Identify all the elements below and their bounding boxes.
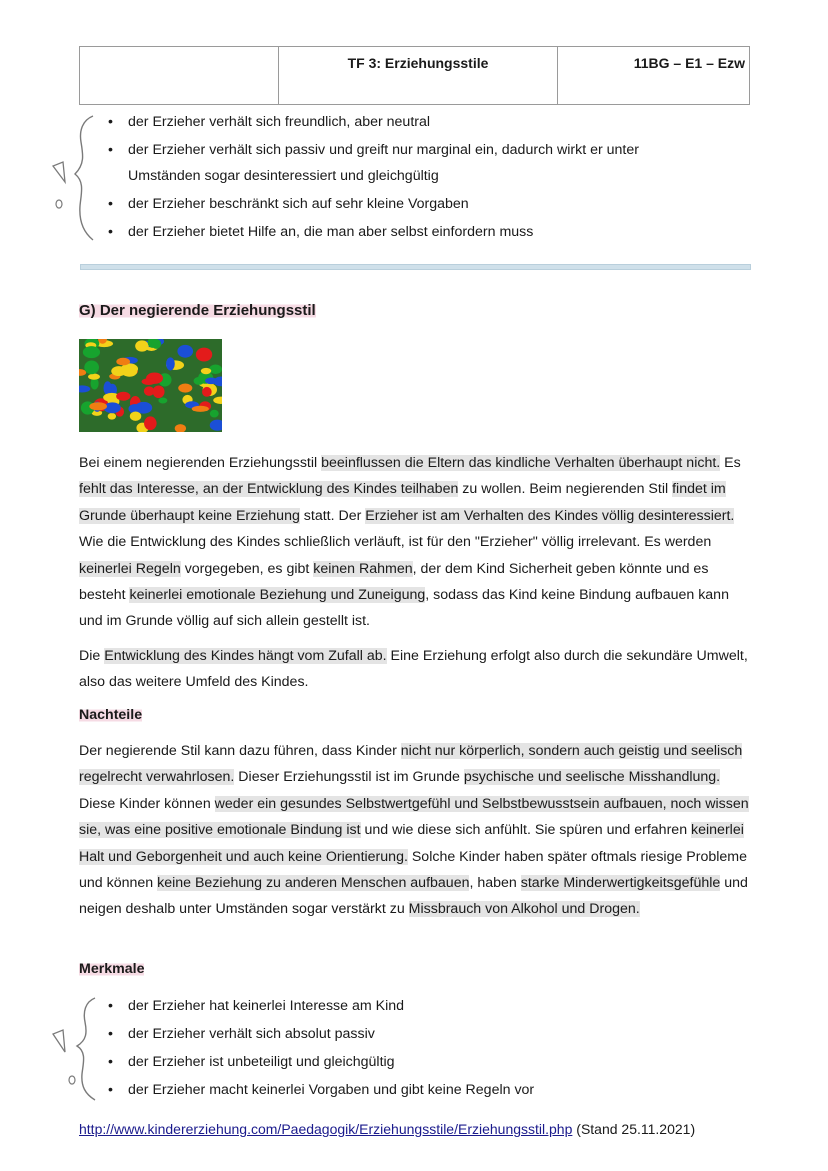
list-item: • der Erzieher beschränkt sich auf sehr kleine Vorgaben [108, 191, 639, 217]
text: statt. Der [299, 507, 366, 524]
game-piece [177, 345, 193, 358]
game-piece [88, 374, 100, 380]
highlighted-text: keinen Rahmen [313, 560, 413, 577]
text: und neigen deshalb unter Umständen sogar verstärkt zu [79, 875, 748, 918]
highlighted-text: keinerlei Halt und Geborgenheit und auch keine Orientierung. [79, 822, 744, 865]
game-piece [202, 387, 212, 397]
game-pieces-photo [79, 339, 222, 432]
game-piece [151, 339, 161, 349]
merkmale-heading: Merkmale [79, 961, 145, 977]
paragraph-intro [79, 450, 751, 635]
game-piece [116, 358, 130, 366]
game-piece [210, 410, 219, 418]
text: Die [79, 648, 105, 664]
list-item: • der Erzieher verhält sich absolut passiv [108, 1021, 534, 1047]
game-piece [83, 346, 100, 358]
source-date: (Stand 25.11.2021) [572, 1121, 696, 1137]
game-piece [178, 384, 192, 393]
game-piece [89, 402, 107, 410]
text: , sodass das Kind keine Bindung aufbauen kann und im Grunde völlig auf sich allein gestellt ist. [79, 587, 729, 630]
text: Solche Kinder haben später oftmals riesige Probleme und können [79, 848, 748, 892]
list-item-continuation: Umständen sogar desinteressiert und gleichgültig [128, 168, 439, 184]
text: , haben [469, 875, 521, 892]
highlighted-text: weder ein gesundes Selbstwertgefühl und Selbstbewusstsein aufbauen, noch wissen sie, was eine positive emotionale Bindung ist [79, 795, 749, 839]
game-piece [142, 378, 156, 385]
game-piece [144, 416, 157, 430]
game-piece [104, 381, 112, 395]
highlighted-text: Entwicklung des Kindes hängt vom Zufall ab. [104, 648, 387, 664]
paragraph-development [79, 643, 751, 696]
text: Diese Kinder können [79, 795, 215, 812]
highlighted-text: nicht nur körperlich, sondern auch geistig und seelisch regelrecht verwahrlosen. [79, 743, 743, 786]
highlighted-text: Missbrauch von Alkohol und Drogen. [408, 901, 640, 918]
list-item: • der Erzieher ist unbeteiligt und gleichgültig [108, 1049, 534, 1075]
top-bullet-list [108, 109, 639, 247]
text: Bei einem negierenden Erziehungsstil [79, 455, 322, 471]
game-piece [116, 392, 130, 401]
game-piece [196, 348, 212, 362]
nachteile-heading: Nachteile [79, 707, 143, 723]
header-table [79, 46, 750, 105]
source-footer [79, 1121, 695, 1137]
text: Wie die Entwicklung des Kindes schließlich verläuft, ist für den "Erzieher" völlig irrelevant. Es werden [79, 534, 712, 551]
highlighted-text: psychische und seelische Misshandlung. [463, 769, 721, 786]
game-piece [108, 413, 116, 420]
text: und wie diese sich anfühlt. Sie spüren und erfahren [360, 822, 692, 839]
text: vorgegeben, es gibt [180, 560, 314, 577]
game-piece [192, 406, 209, 412]
list-item: • der Erzieher bietet Hilfe an, die man aber selbst einfordern muss [108, 219, 639, 245]
text: Es [720, 455, 741, 471]
highlighted-text: fehlt das Interesse, an der Entwicklung des Kindes teilhaben [79, 481, 459, 498]
text: zu wollen. Beim negierenden Stil [458, 481, 673, 498]
highlighted-text: keine Beziehung zu anderen Menschen aufbauen [157, 875, 470, 892]
source-link[interactable]: http://www.kindererziehung.com/Paedagogik/Erziehungsstile/Erziehungsstil.php [79, 1121, 573, 1137]
header-title: TF 3: Erziehungsstile [279, 47, 558, 104]
text: Der negierende Stil kann dazu führen, dass Kinder [79, 743, 401, 759]
list-item: • der Erzieher hat keinerlei Interesse am Kind [108, 993, 534, 1019]
section-divider [80, 264, 751, 270]
game-piece [209, 364, 222, 374]
text: , der dem Kind Sicherheit geben könnte und es besteht [79, 560, 709, 604]
header-course-code: 11BG – E1 – Ezw [633, 55, 745, 71]
list-item: • der Erzieher macht keinerlei Vorgaben und gibt keine Regeln vor [108, 1077, 534, 1103]
game-piece [205, 377, 217, 384]
highlighted-text: starke Minderwertigkeitsgefühle [520, 875, 721, 892]
list-item: • der Erzieher verhält sich freundlich, aber neutral [108, 109, 639, 135]
highlighted-text: keinerlei emotionale Beziehung und Zuneigung [129, 587, 426, 604]
game-piece [201, 368, 211, 374]
highlighted-text: keinerlei Regeln [79, 560, 181, 577]
game-piece [166, 357, 175, 370]
paragraph-disadvantages [79, 738, 751, 923]
list-item: • der Erzieher verhält sich passiv und greift nur marginal ein, dadurch wirkt er unter [108, 137, 639, 163]
game-piece [153, 385, 165, 398]
header-cell-empty [80, 47, 279, 104]
bottom-bullet-list [108, 993, 534, 1105]
section-title: G) Der negierende Erziehungsstil [79, 302, 316, 319]
highlighted-text: Erzieher ist am Verhalten des Kindes völlig desinteressiert. [365, 507, 735, 524]
game-piece [84, 361, 99, 375]
highlighted-text: findet im Grunde überhaupt keine Erziehung [79, 481, 726, 524]
game-piece [158, 397, 167, 403]
highlighted-text: beeinflussen die Eltern das kindliche Verhalten überhaupt nicht. [321, 455, 721, 471]
game-piece [130, 412, 141, 421]
game-piece [135, 340, 149, 351]
text: Eine Erziehung erfolgt also durch die sekundäre Umwelt, also das weitere Umfeld des Kindes. [79, 648, 748, 691]
handwritten-bracket-sketch [45, 994, 100, 1104]
handwritten-bracket-sketch [45, 112, 100, 247]
text: Dieser Erziehungsstil ist im Grunde [234, 769, 464, 786]
game-piece [121, 366, 137, 377]
